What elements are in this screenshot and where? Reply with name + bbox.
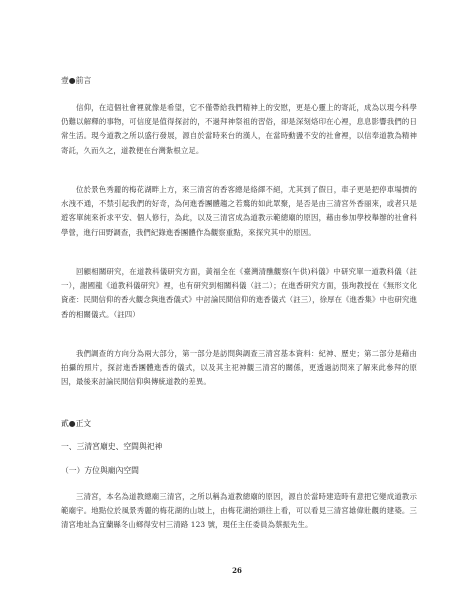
paragraph-intro-2: 位於景色秀麗的梅花湖畔上方，來三清宮的香客總是絡繹不絕，尤其到了假日，車子更是把停車場擠的水洩不通，不禁引起我們的好奇，為何進香團體趨之若鶩的如此眾聚，是否是由三清宮外香丽來，或者只是遊客單純來祈求平安、個人修行，為此，以及三清宮成為道教示範總廟的原因，藉由參加學校舉辦的社會科學營，進行田野調查，我們紀錄進香團體作為觀察重點，來探究其中的原因。 bbox=[61, 185, 417, 237]
paragraph-intro-1: 信仰，在這個社會裡就像是希望，它不僅帶給我們精神上的安慰，更是心靈上的寄託，成為以現今科學仍難以解釋的事物，可信度是值得探討的，不過拜神祭祖的習俗，卻是深刻烙印在心裡，息息影響我們的日常生活。現今道教之所以盛行發展，源自於當時來台的漢人，在當時動盪不安的社會裡，以信奉道教為精神寄託，久而久之，道教便在台灣紮根立足。 bbox=[61, 103, 417, 155]
page-number: 26 bbox=[232, 566, 242, 575]
paragraph-body-location: 三清宮，本名為道教總廟三清宮，之所以稱為道教總廟的原因，源自於當時建造時有意把它變成道教示範廟宇。地點位於風景秀麗的梅花湖的山坡上，由梅花湖抬頭往上看，可以看見三清宮雄偉壯觀的建築。三清宮地址為宜蘭縣冬山鄉得安村三清路 123 號，現任主任委員為蔡振先生。 bbox=[61, 492, 417, 530]
paragraph-literature-review: 回顧相關研究，在道教科儀研究方面，黃福全在《臺灣清醮觀察(午供)科儀》中研究單一道教科儀（註一），謝國龍《道教科儀研究》裡，也有研究到相關科儀（註二）；在進香研究方面，張珣教授在《無形文化資產：民間信仰的香火觀念與進香儀式》中討論民間信仰的進香儀式（註三），徐厚在《進香集》中也研究進香的相關儀式。（註四） bbox=[61, 267, 417, 319]
paragraph-research-direction: 我們調查的方向分為兩大部分，第一部分是訪問與調查三清宮基本資料：紀神、歷史；第二部分是藉由拍攝的照片，探討進香團體進香的儀式，以及其主祀神觀三清宮的關係，更透過訪問來了解來此參拜的原因，最後來討論民間信仰與傳統道教的差異。 bbox=[61, 349, 417, 387]
section-heading-preface: 壹●前言 bbox=[61, 76, 92, 85]
section-heading-main-text: 貳●正文 bbox=[61, 419, 92, 428]
subsection-heading: 一、三清宮廟史、空間與祀神 bbox=[61, 442, 163, 451]
subsubsection-heading: （一）方位與廟內空間 bbox=[61, 466, 139, 475]
